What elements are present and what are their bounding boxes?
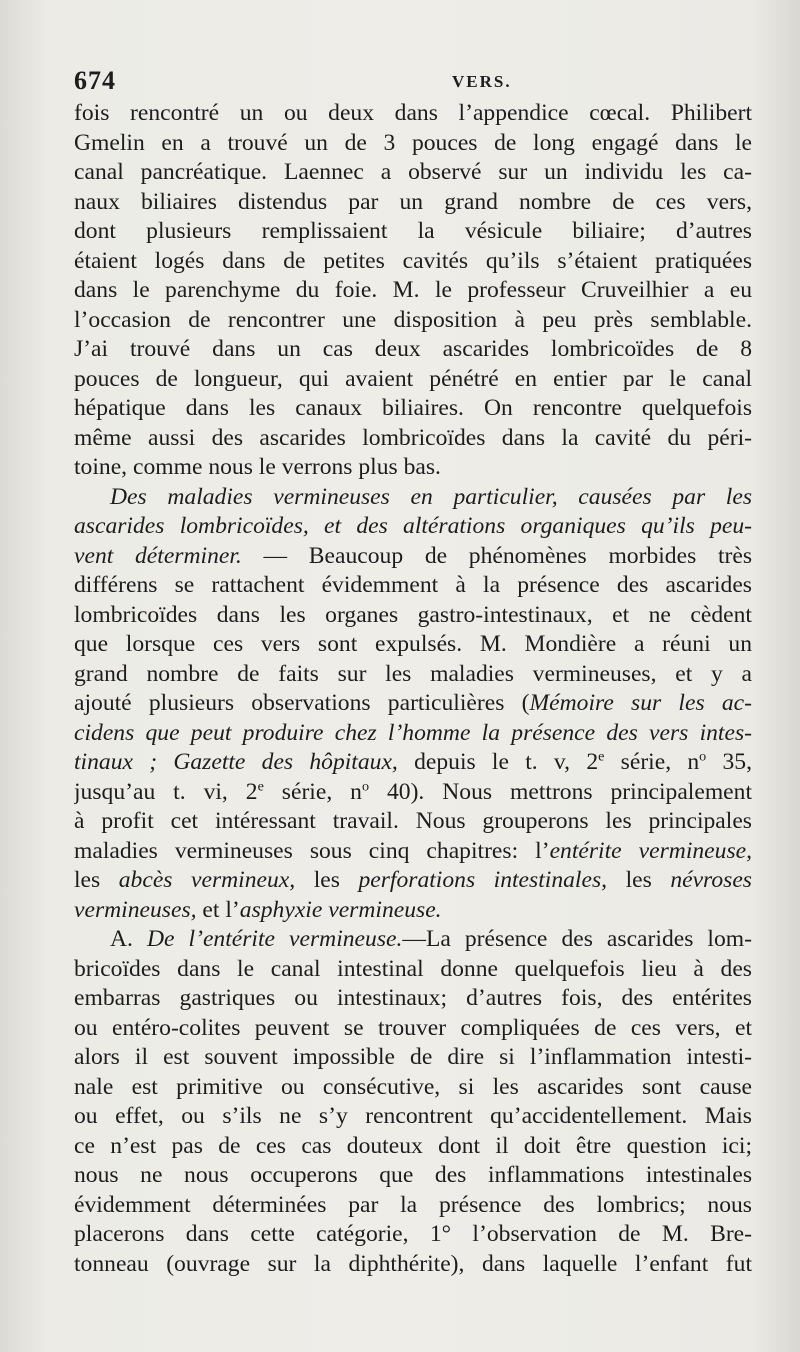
text-line — [74, 719, 752, 749]
text-line — [74, 483, 752, 513]
text-line: alors il est souvent impossible de dire si l’inflammation intesti- — [74, 1044, 752, 1070]
italic-citation: cidens que peut produire chez l’homme la présence des vers intes- — [74, 719, 752, 746]
text-line: que lorsque ces vers sont expulsés. M. Mondière a réuni un — [74, 631, 752, 657]
text-line — [74, 512, 752, 542]
text-line: grand nombre de faits sur les maladies vermineuses, et y a — [74, 660, 752, 687]
text-span: et l’ — [196, 896, 240, 923]
italic-citation: tinaux ; Gazette des hôpitaux, — [74, 749, 398, 775]
paragraph-3 — [74, 925, 752, 1279]
text-line: canal pancréatique. Laennec a observé sur un individu les ca- — [74, 159, 752, 185]
superscript: o — [699, 748, 707, 765]
italic-heading: De l’entérite vermineuse. — [146, 926, 403, 952]
text-line — [74, 689, 752, 719]
text-line — [74, 748, 752, 778]
text-span: les — [74, 867, 119, 893]
text-line: dont plusieurs remplissaient la vésicule biliaire; d’autres — [74, 218, 752, 244]
page-number: 674 — [74, 66, 116, 95]
text-line: étaient logés dans de petites cavités qu’ils s’étaient pratiquées — [74, 247, 752, 274]
italic-heading: Des maladies vermineuses en particulier, causées par les — [110, 483, 752, 510]
text-span: — Beaucoup de phénomènes morbides très — [241, 542, 752, 569]
text-line — [74, 866, 752, 896]
paragraph-2 — [74, 483, 752, 926]
italic-term: vermineuses, — [74, 896, 197, 923]
text-line: pouces de longueur, qui avaient pénétré en entier par le canal — [74, 365, 752, 392]
text-span: A. — [110, 926, 147, 952]
superscript: e — [598, 748, 605, 765]
paragraph-1 — [74, 99, 752, 483]
text-line: l’occasion de rencontrer une disposition à peu près semblable. — [74, 306, 752, 333]
text-line: évidemment déterminées par la présence des lombrics; nous — [74, 1191, 752, 1218]
italic-term: abcès vermineux, — [118, 867, 296, 893]
text-line: bricoïdes dans le canal intestinal donne quelquefois lieu à des — [74, 955, 752, 982]
text-line: placerons dans cette catégorie, 1° l’observation de M. Bre- — [74, 1221, 752, 1247]
italic-term: perforations intestinales, — [358, 867, 608, 893]
body-text — [74, 99, 752, 1279]
text-line: dans le parenchyme du foie. M. le professeur Cruveilhier a eu — [74, 277, 752, 303]
page-header — [74, 66, 754, 98]
text-line: hépatique dans les canaux biliaires. On rencontre quelquefois — [74, 395, 752, 421]
text-line: tonneau (ouvrage sur la diphthérite), dans laquelle l’enfant fut — [74, 1250, 752, 1277]
text-line — [74, 896, 752, 926]
text-line: embarras gastriques ou intestinaux; d’autres fois, des entérites — [74, 985, 752, 1011]
text-line: différens se rattachent évidemment à la présence des ascarides — [74, 572, 752, 598]
text-line: toine, comme nous le verrons plus bas. — [74, 454, 441, 480]
superscript: e — [257, 778, 264, 795]
italic-heading: vent déterminer. — [74, 542, 242, 569]
text-line: lombricoïdes dans les organes gastro-intestinaux, et ne cèdent — [74, 601, 752, 628]
italic-citation: Mémoire sur les ac- — [529, 690, 752, 716]
text-line — [74, 925, 752, 955]
text-line: même aussi des ascarides lombricoïdes dans la cavité du péri- — [74, 424, 752, 451]
italic-heading: ascarides lombricoïdes, et des altérations organiques qu’ils peu- — [74, 513, 752, 539]
text-span: —La présence des ascarides lom- — [402, 926, 752, 952]
text-line: nale est primitive ou consécutive, si les ascarides sont cause — [74, 1073, 752, 1100]
text-line: nous ne nous occuperons que des inflammations intestinales — [74, 1162, 752, 1188]
text-span: 35, — [706, 749, 752, 775]
text-line — [74, 837, 752, 867]
text-line — [74, 778, 752, 808]
text-span: jusqu’au t. vi, 2 — [74, 778, 258, 805]
text-span: ajouté plusieurs observations particulières ( — [74, 690, 530, 716]
text-line: Gmelin en a trouvé un de 3 pouces de long engagé dans le — [74, 129, 752, 156]
text-line: naux biliaires distendus par un grand nombre de ces vers, — [74, 188, 752, 215]
italic-term: asphyxie vermineuse. — [239, 896, 442, 923]
text-span: 40). Nous mettrons principalement — [369, 778, 752, 805]
text-line: ou entéro-colites peuvent se trouver compliquées de ces vers, et — [74, 1014, 752, 1041]
text-line: à profit cet intéressant travail. Nous grouperons les principales — [74, 808, 752, 834]
text-span: maladies vermineuses sous cinq chapitres: l’ — [74, 837, 550, 864]
italic-term: entérite vermineuse, — [549, 837, 752, 864]
superscript: o — [361, 778, 370, 795]
text-span: les — [295, 867, 359, 893]
running-head: VERS. — [452, 72, 512, 91]
text-span: les — [607, 867, 671, 893]
text-line: ou effet, ou s’ils ne s’y rencontrent qu’accidentellement. Mais — [74, 1103, 752, 1129]
text-line: J’ai trouvé dans un cas deux ascarides lombricoïdes de 8 — [74, 336, 752, 362]
text-span: série, n — [604, 749, 700, 775]
text-line: fois rencontré un ou deux dans l’appendice cœcal. Philibert — [74, 100, 752, 126]
italic-term: névroses — [670, 867, 752, 893]
text-line — [74, 542, 752, 572]
text-span: depuis le t. v, 2 — [397, 749, 599, 775]
text-span: série, n — [263, 778, 362, 805]
text-line: ce n’est pas de ces cas douteux dont il doit être question ici; — [74, 1132, 752, 1159]
